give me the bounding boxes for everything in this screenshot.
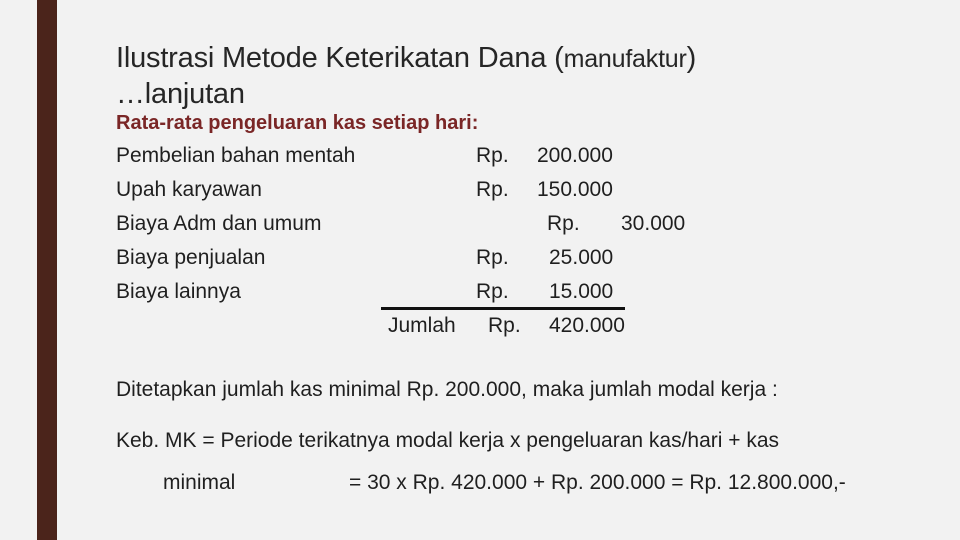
expense-amount: 30.000 <box>621 212 686 235</box>
expense-amount: 150.000 <box>537 178 613 201</box>
expense-currency: Rp. <box>476 280 509 303</box>
expense-label: Pembelian bahan mentah <box>116 144 356 167</box>
total-currency: Rp. <box>488 314 521 337</box>
slide-title-continuation: …lanjutan <box>116 78 245 110</box>
title-paren-close: ) <box>686 42 697 74</box>
sum-rule <box>381 307 625 310</box>
title-main: Ilustrasi Metode Keterikatan Dana <box>116 42 555 74</box>
expense-label: Biaya penjualan <box>116 246 266 269</box>
expense-label: Biaya Adm dan umum <box>116 212 322 235</box>
total-amount: 420.000 <box>549 314 625 337</box>
minimum-cash-statement: Ditetapkan jumlah kas minimal Rp. 200.000, maka jumlah modal kerja : <box>116 378 778 401</box>
expense-currency: Rp. <box>476 178 509 201</box>
expense-currency: Rp. <box>547 212 580 235</box>
expense-amount: 15.000 <box>549 280 614 303</box>
expense-currency: Rp. <box>476 144 509 167</box>
slide-title <box>116 42 696 75</box>
accent-bar <box>37 0 57 540</box>
expense-amount: 25.000 <box>549 246 614 269</box>
expense-label: Biaya lainnya <box>116 280 241 303</box>
title-paren-word: manufaktur <box>563 45 687 73</box>
section-heading: Rata-rata pengeluaran kas setiap hari: <box>116 112 479 134</box>
expense-label: Upah karyawan <box>116 178 262 201</box>
total-label: Jumlah <box>388 314 456 337</box>
formula-line-2-right: = 30 x Rp. 420.000 + Rp. 200.000 = Rp. 12.800.000,- <box>349 471 846 494</box>
expense-currency: Rp. <box>476 246 509 269</box>
formula-line-2-left: minimal <box>163 471 236 494</box>
title-paren-open: ( <box>554 42 564 74</box>
expense-amount: 200.000 <box>537 144 613 167</box>
formula-line-1: Keb. MK = Periode terikatnya modal kerja x pengeluaran kas/hari + kas <box>116 429 780 452</box>
